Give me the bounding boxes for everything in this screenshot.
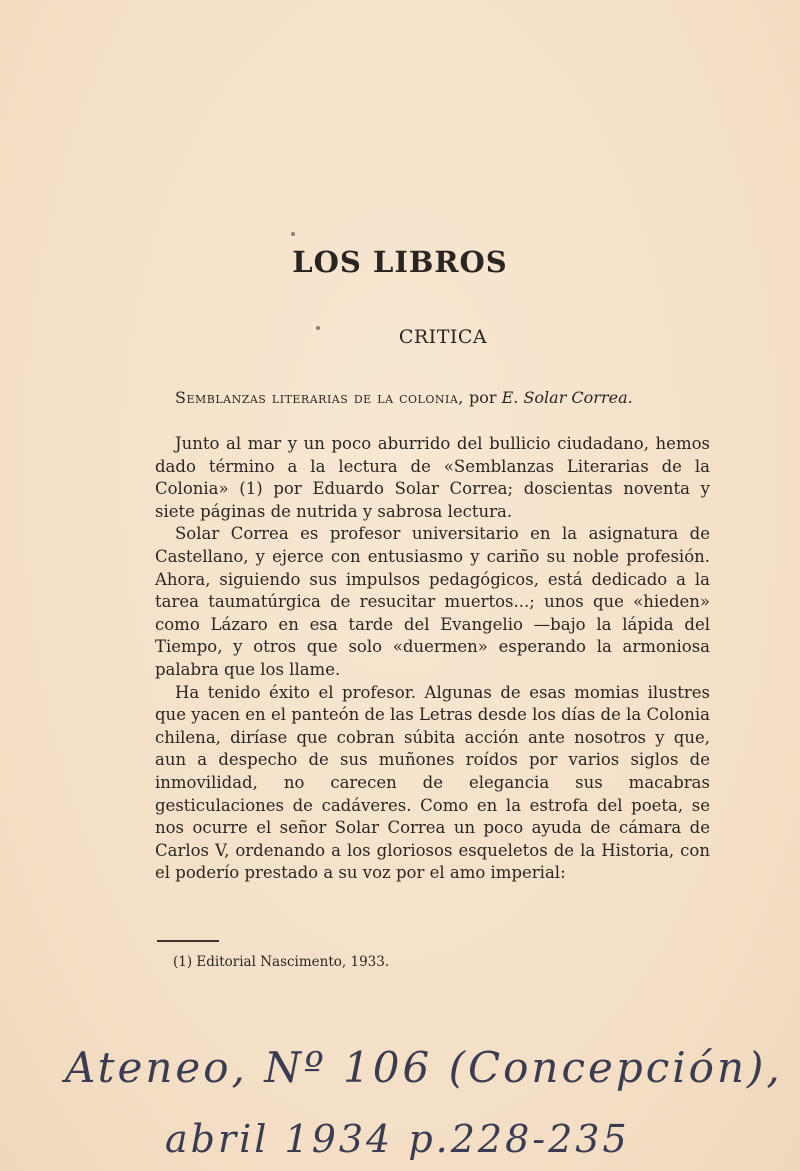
paragraph-1: Junto al mar y un poco aburrido del bullicio ciudadano, hemos dado término a la lectura de «Semblanzas Literarias de la Colonia» (1) por Eduardo Solar Correa; doscientas noventa y siete páginas de nutrida y sabrosa lectura.: [155, 434, 710, 521]
paragraph-2: Solar Correa es profesor universitario en la asignatura de Castellano, y ejerce con entusiasmo y cariño su noble profesión. Ahora, siguiendo sus impulsos pedagógicos, está dedicado a la tarea taumatúrgica de resucitar muertos...; unos que «hieden» como Lázaro en esa tarde del Evangelio —bajo la lápida del Tiempo, y otros que solo «duermen» esperando la armoniosa palabra que los llame.: [155, 524, 710, 679]
book-title: Semblanzas literarias de la colonia,: [175, 388, 464, 407]
book-reference: [175, 388, 720, 407]
footnote-divider: [157, 940, 219, 942]
footnote: (1) Editorial Nascimento, 1933.: [173, 954, 390, 970]
handwritten-annotation-line2: abril 1934 p.228-235: [165, 1117, 630, 1161]
page-title: LOS LIBROS: [292, 245, 508, 279]
paper-speck: [291, 232, 295, 236]
book-author: E. Solar Correa.: [501, 388, 633, 407]
section-subtitle: CRITICA: [398, 326, 488, 348]
handwritten-annotation-line1: Ateneo, Nº 106 (Concepción),: [65, 1043, 783, 1092]
book-by: por: [463, 388, 502, 407]
paragraph-3: Ha tenido éxito el profesor. Algunas de esas momias ilustres que yacen en el panteón de las Letras desde los días de la Colonia chilena, diríase que cobran súbita acción ante nosotros y que, aun a despecho de sus muñones roídos por varios siglos de inmovilidad, no carecen de elegancia sus macabras gesticulaciones de cadáveres. Como en la estrofa del poeta, se nos ocurre el señor Solar Correa un poco ayuda de cámara de Carlos V, ordenando a los gloriosos esqueletos de la Historia, con el poderío prestado a su voz por el amo imperial:: [155, 682, 710, 883]
review-body: [155, 433, 710, 885]
